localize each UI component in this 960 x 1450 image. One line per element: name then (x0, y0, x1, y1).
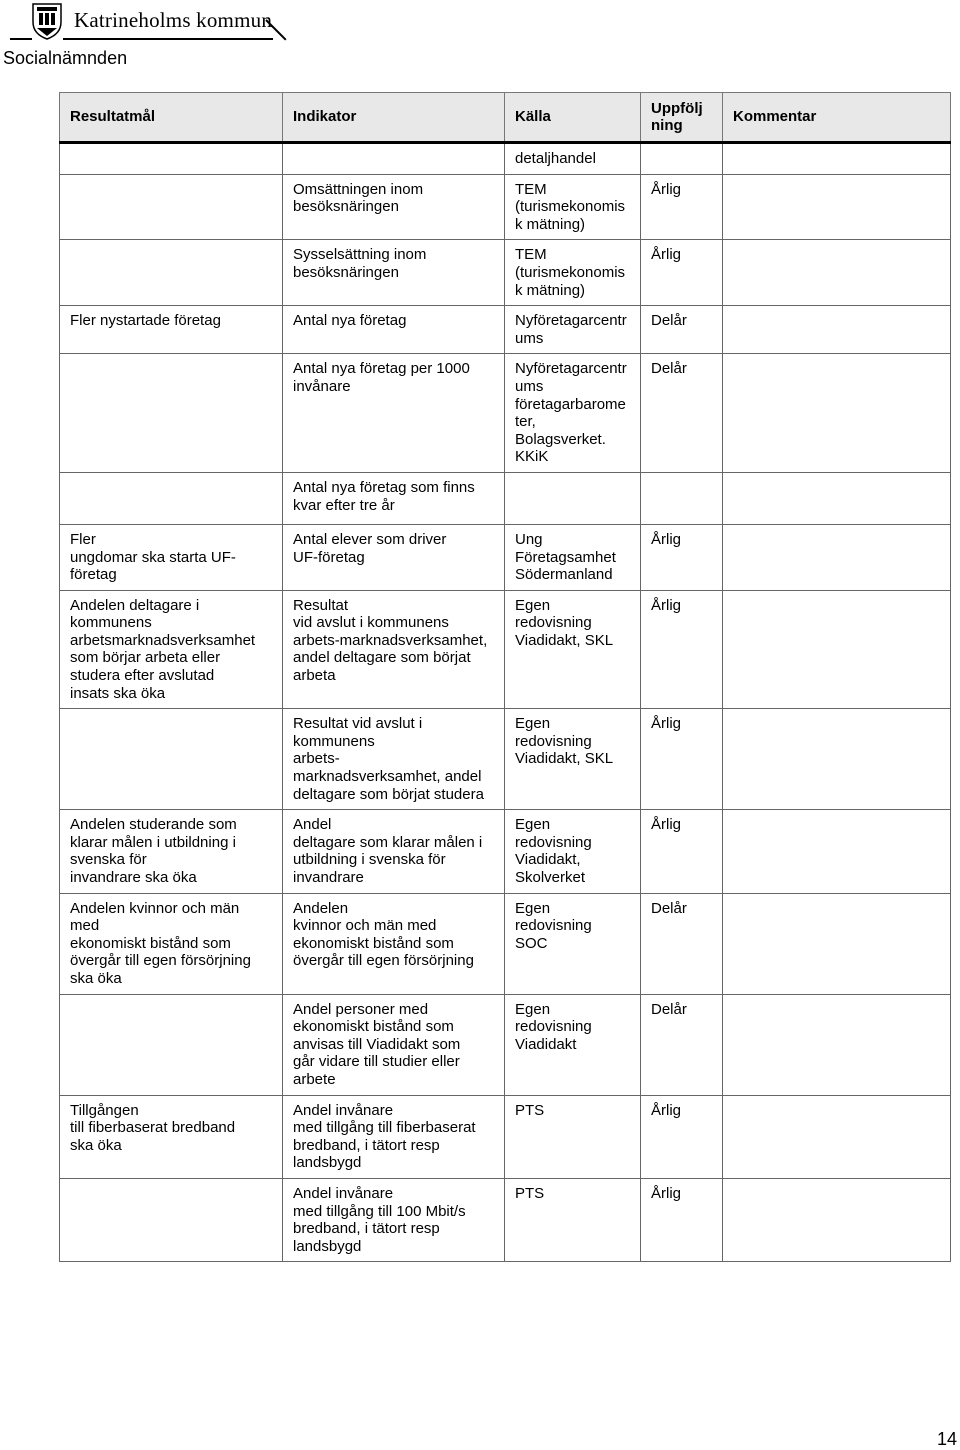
table-row (60, 810, 951, 893)
cell-indikator: Andel invånare med tillgång till fiberbaserat bredband, i tätort resp landsbygd (283, 1095, 505, 1178)
cell-uppfoljning: Delår (641, 893, 723, 994)
cell-kommentar (723, 893, 951, 994)
cell-kommentar (723, 354, 951, 473)
municipality-name: Katrineholms kommun (74, 8, 273, 32)
cell-indikator: Andel invånare med tillgång till 100 Mbit/s bredband, i tätort resp landsbygd (283, 1179, 505, 1262)
cell-resultatmal (60, 1179, 283, 1262)
cell-uppfoljning: Årlig (641, 240, 723, 306)
column-header-kommentar: Kommentar (723, 93, 951, 143)
cell-kalla: TEM (turismekonomis k mätning) (505, 174, 641, 240)
table-row (60, 1179, 951, 1262)
cell-kommentar (723, 1179, 951, 1262)
cell-uppfoljning: Delår (641, 354, 723, 473)
cell-resultatmal: Fler nystartade företag (60, 306, 283, 354)
cell-resultatmal: Andelen deltagare i kommunens arbetsmarknadsverksamhet som börjar arbeta eller studera efter avslutad insats ska öka (60, 590, 283, 709)
cell-kommentar (723, 994, 951, 1095)
table-row (60, 994, 951, 1095)
cell-resultatmal (60, 709, 283, 810)
cell-uppfoljning: Årlig (641, 174, 723, 240)
header-rule-right (63, 38, 273, 40)
cell-kommentar (723, 590, 951, 709)
cell-kommentar (723, 810, 951, 893)
table-row (60, 893, 951, 994)
table-row (60, 590, 951, 709)
cell-kalla: PTS (505, 1095, 641, 1178)
page-number: 14 (937, 1429, 958, 1449)
cell-kalla (505, 472, 641, 524)
cell-kalla: Egen redovisning Viadidakt, SKL (505, 709, 641, 810)
goals-table (59, 92, 951, 1262)
coat-of-arms-logo (31, 2, 63, 40)
cell-resultatmal (60, 994, 283, 1095)
cell-uppfoljning: Årlig (641, 1179, 723, 1262)
cell-kalla: Nyföretagarcentr ums företagarbarome ter, Bolagsverket. KKiK (505, 354, 641, 473)
header-rule-left (10, 38, 32, 40)
column-header-uppfoljning: Uppfölj ning (641, 93, 723, 143)
cell-kalla: Egen redovisning Viadidakt (505, 994, 641, 1095)
table-row (60, 524, 951, 590)
column-header-kalla: Källa (505, 93, 641, 143)
cell-resultatmal (60, 143, 283, 175)
cell-kommentar (723, 524, 951, 590)
column-header-resultatmal: Resultatmål (60, 93, 283, 143)
table-body (60, 143, 951, 1262)
cell-resultatmal: Andelen kvinnor och män med ekonomiskt bistånd som övergår till egen försörjning ska öka (60, 893, 283, 994)
cell-kommentar (723, 1095, 951, 1178)
cell-indikator: Omsättningen inom besöksnäringen (283, 174, 505, 240)
cell-resultatmal: Andelen studerande som klarar målen i utbildning i svenska för invandrare ska öka (60, 810, 283, 893)
cell-kalla: PTS (505, 1179, 641, 1262)
table-row (60, 354, 951, 473)
cell-kommentar (723, 472, 951, 524)
cell-resultatmal (60, 240, 283, 306)
cell-kommentar (723, 306, 951, 354)
column-header-indikator: Indikator (283, 93, 505, 143)
cell-resultatmal (60, 174, 283, 240)
cell-uppfoljning: Årlig (641, 524, 723, 590)
cell-kalla: TEM (turismekonomis k mätning) (505, 240, 641, 306)
cell-resultatmal (60, 354, 283, 473)
cell-resultatmal (60, 472, 283, 524)
cell-kommentar (723, 174, 951, 240)
cell-indikator: Antal nya företag per 1000 invånare (283, 354, 505, 473)
cell-indikator: Sysselsättning inom besöksnäringen (283, 240, 505, 306)
table-row (60, 472, 951, 524)
cell-uppfoljning: Delår (641, 306, 723, 354)
table-row (60, 143, 951, 175)
cell-kalla: Egen redovisning Viadidakt, SKL (505, 590, 641, 709)
cell-indikator: Antal elever som driver UF-företag (283, 524, 505, 590)
table-row (60, 240, 951, 306)
cell-indikator: Resultat vid avslut i kommunens arbets-marknadsverksamhet, andel deltagare som börjat arbeta (283, 590, 505, 709)
cell-kommentar (723, 143, 951, 175)
table-row (60, 174, 951, 240)
cell-uppfoljning (641, 143, 723, 175)
cell-uppfoljning: Årlig (641, 590, 723, 709)
table-header-row (60, 93, 951, 143)
page-header (0, 0, 960, 80)
cell-indikator: Antal nya företag som finns kvar efter tre år (283, 472, 505, 524)
cell-kommentar (723, 709, 951, 810)
table-row (60, 1095, 951, 1178)
cell-kommentar (723, 240, 951, 306)
cell-indikator: Andelen kvinnor och män med ekonomiskt bistånd som övergår till egen försörjning (283, 893, 505, 994)
cell-uppfoljning: Delår (641, 994, 723, 1095)
cell-uppfoljning: Årlig (641, 810, 723, 893)
department-title: Socialnämnden (3, 48, 128, 68)
cell-indikator: Antal nya företag (283, 306, 505, 354)
cell-indikator: Andel deltagare som klarar målen i utbildning i svenska för invandrare (283, 810, 505, 893)
cell-resultatmal: Tillgången till fiberbaserat bredband ska öka (60, 1095, 283, 1178)
cell-indikator: Andel personer med ekonomiskt bistånd som anvisas till Viadidakt som går vidare till studier eller arbete (283, 994, 505, 1095)
cell-kalla: Ung Företagsamhet Södermanland (505, 524, 641, 590)
cell-kalla: Egen redovisning Viadidakt, Skolverket (505, 810, 641, 893)
cell-resultatmal: Fler ungdomar ska starta UF- företag (60, 524, 283, 590)
cell-uppfoljning: Årlig (641, 709, 723, 810)
cell-indikator (283, 143, 505, 175)
table-row (60, 709, 951, 810)
table-row (60, 306, 951, 354)
cell-kalla: Nyföretagarcentr ums (505, 306, 641, 354)
cell-kalla: detaljhandel (505, 143, 641, 175)
cell-uppfoljning (641, 472, 723, 524)
cell-indikator: Resultat vid avslut i kommunens arbets- marknadsverksamhet, andel deltagare som börjat studera (283, 709, 505, 810)
cell-kalla: Egen redovisning SOC (505, 893, 641, 994)
cell-uppfoljning: Årlig (641, 1095, 723, 1178)
